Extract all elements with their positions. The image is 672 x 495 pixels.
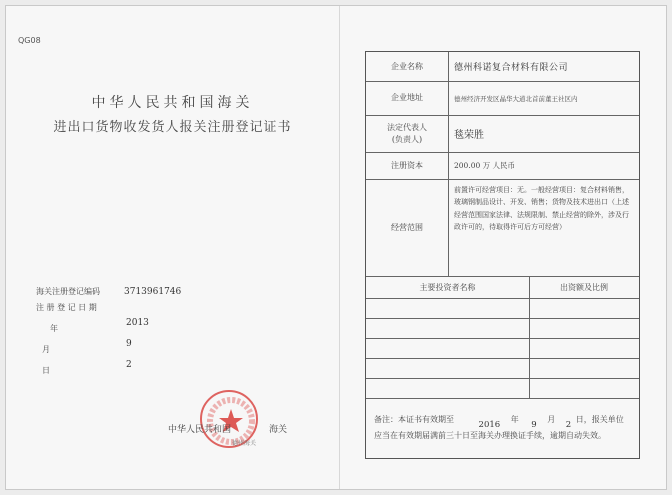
year-char: 年	[50, 324, 58, 333]
remark-year: 2016	[478, 420, 501, 431]
address-value: 德州经济开发区晶华大道北首前董王社区内	[454, 94, 578, 103]
investor-row	[366, 338, 639, 359]
investor-row	[366, 298, 639, 319]
scope-label: 经营范围	[366, 179, 449, 276]
remark-month: 9	[531, 420, 537, 431]
legal-rep-label	[366, 115, 449, 152]
investment-ratio-header: 出资额及比例	[560, 282, 608, 292]
page-fold	[339, 6, 340, 489]
company-name-label: 企业名称	[366, 52, 449, 81]
register-table	[365, 51, 640, 459]
remark-prefix: 备注：本证书有效期至	[374, 415, 454, 425]
legal-rep-label-line2: (负责人)	[391, 134, 423, 144]
capital-row	[366, 152, 639, 180]
investor-cell	[366, 338, 530, 358]
issuer-prefix: 中华人民共和国	[168, 425, 232, 435]
certificate-sheet	[6, 6, 666, 489]
month-char: 月	[42, 345, 50, 354]
company-name-row	[366, 52, 639, 82]
address-label: 企业地址	[366, 81, 449, 115]
scope-value: 前置许可经营项目：无。一般经营项目：复合材料销售，玻璃钢制品设计、开发、销售；货物及技术进出口（上述经营范围国家法律、法规限制、禁止经营的除外，涉及行政许可的，待取得许可后方可经营）	[454, 186, 629, 231]
investor-name-header: 主要投资者名称	[366, 276, 530, 298]
scope-row	[366, 179, 639, 277]
remark-day: 2	[565, 420, 572, 431]
registration-code-label: 海关注册登记编码	[36, 287, 100, 296]
capital-value: 200.00 万 人民币	[454, 161, 516, 170]
seal-bureau-name: 德州海关	[232, 440, 257, 447]
registration-code-line: 海关注册登记编码 3713961746	[36, 286, 182, 297]
remark-row	[366, 398, 639, 458]
remark-suffix: 日，报关单位	[575, 415, 624, 425]
investor-cell	[366, 378, 530, 398]
investor-row	[366, 358, 639, 379]
company-name-value: 德州科诺复合材料有限公司	[454, 63, 569, 73]
registration-year: 2013	[126, 318, 149, 328]
registration-month: 9	[126, 339, 132, 349]
investor-row	[366, 318, 639, 339]
remark-line2: 应当在有效期届满前三十日至海关办理换证手续，逾期自动失效。	[374, 431, 606, 441]
remark-line1	[374, 412, 633, 431]
certificate-title-line1: 中华人民共和国海关	[91, 95, 254, 111]
form-code: QG08	[18, 36, 41, 45]
address-row	[366, 81, 639, 116]
issuer-suffix: 海关	[269, 425, 288, 435]
legal-rep-value: 毯荣胜	[454, 130, 484, 141]
investor-cell	[366, 358, 530, 378]
certificate-title-line2: 进出口货物收发货人报关注册登记证书	[53, 120, 292, 135]
investor-cell	[366, 298, 530, 318]
issuing-authority	[168, 422, 287, 435]
registration-day: 2	[126, 360, 132, 370]
registration-date-label: 注 册 登 记 日 期	[36, 303, 97, 312]
remark-month-char: 月	[547, 415, 556, 425]
legal-rep-row	[366, 115, 639, 153]
investor-header-row	[366, 276, 639, 299]
capital-label: 注册资本	[366, 152, 449, 179]
investor-cell	[366, 318, 530, 338]
remark-text	[374, 398, 633, 458]
legal-rep-label-line1: 法定代表人	[387, 122, 427, 132]
day-char: 日	[42, 366, 50, 375]
registration-date-line	[36, 302, 149, 376]
remark-year-char: 年	[510, 415, 519, 425]
investor-row	[366, 378, 639, 399]
